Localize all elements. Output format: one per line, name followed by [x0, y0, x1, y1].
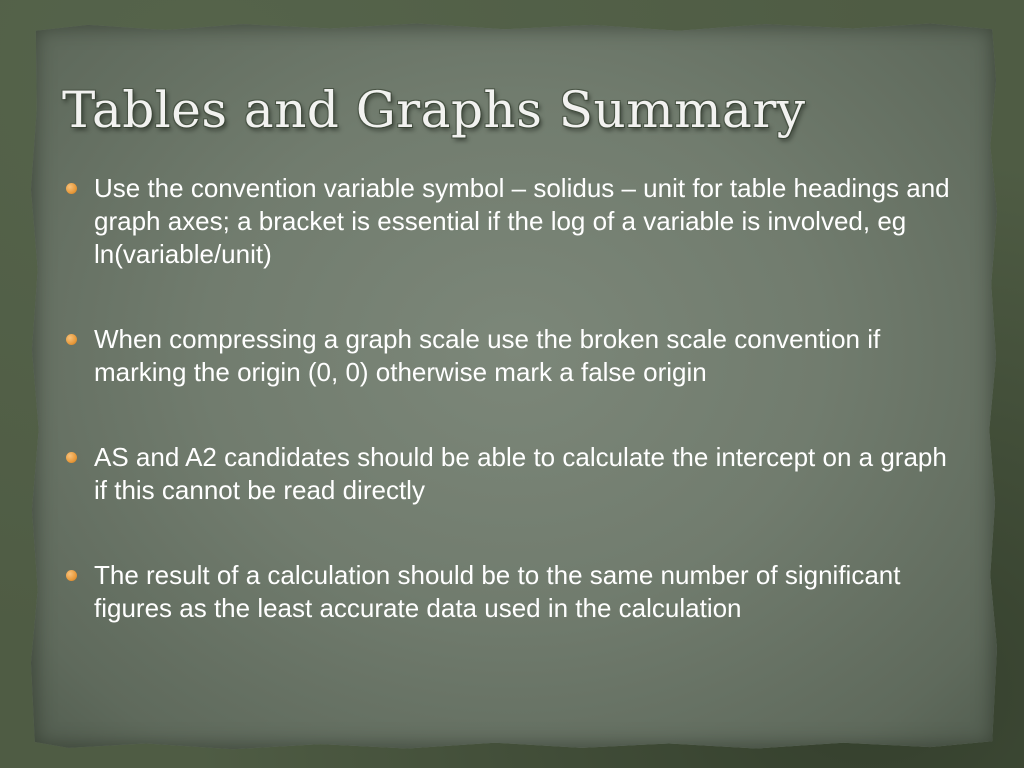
slide-title: Tables and Graphs Summary — [62, 81, 806, 139]
bullet-dot-icon — [66, 570, 77, 581]
bullet-item-2 — [62, 323, 962, 389]
bullet-dot-icon — [66, 334, 77, 345]
bullet-text: When compressing a graph scale use the broken scale convention if marking the origin (0, 0) otherwise mark a false origin — [94, 324, 881, 387]
bullet-text: The result of a calculation should be to the same number of significant figures as the least accurate data used in the calculation — [94, 560, 901, 623]
bullet-item-3 — [62, 441, 962, 507]
bullet-dot-icon — [66, 452, 77, 463]
bullet-text: AS and A2 candidates should be able to calculate the intercept on a graph if this cannot be read directly — [94, 442, 947, 505]
bullet-text: Use the convention variable symbol – solidus – unit for table headings and graph axes; a bracket is essential if the log of a variable is involved, eg ln(variable/unit) — [94, 173, 950, 269]
bullet-item-4 — [62, 559, 962, 625]
bullet-item-1 — [62, 172, 962, 271]
bullet-list — [62, 172, 962, 677]
bullet-dot-icon — [66, 183, 77, 194]
